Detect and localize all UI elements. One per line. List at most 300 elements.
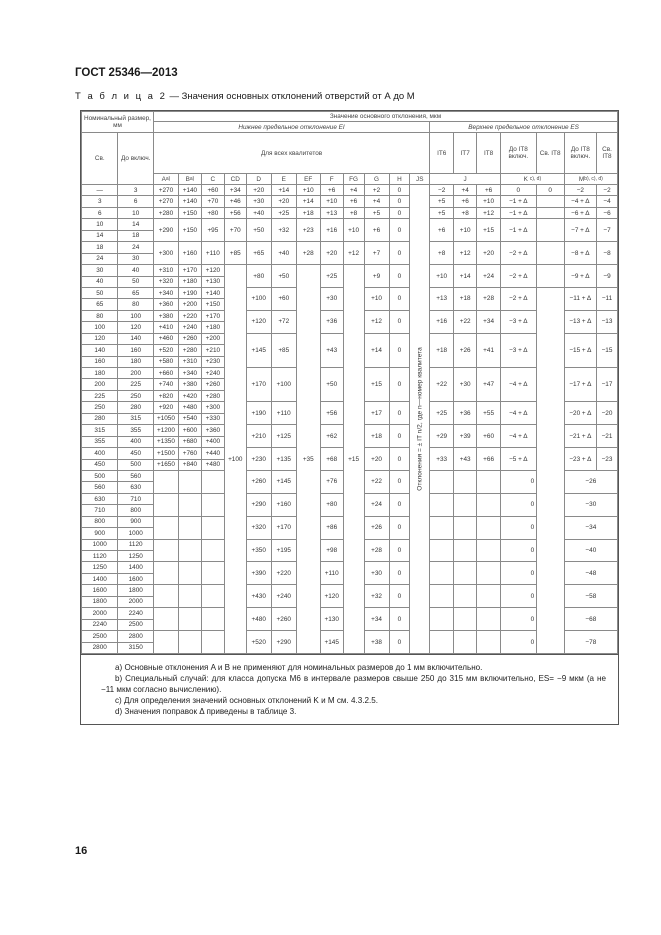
cell-g: +32 [364,585,389,608]
cell-j-it8: +10 [477,196,501,207]
cell-size-over: 400 [82,448,118,459]
cell-b [178,539,201,562]
cell-m-over-it8: −11 [597,287,618,310]
cell-e: +195 [271,539,296,562]
table-notes [81,654,618,724]
cell-g: +20 [364,448,389,471]
cell-b [178,470,201,493]
cell-m-to-it8: −2 [564,185,596,196]
cell-size-over: 1250 [82,562,118,573]
header-letter-m-sup: b), c), d) [584,175,603,182]
cell-b: +260 [178,333,201,344]
cell-fg: +10 [343,219,364,242]
cell-g: +22 [364,470,389,493]
cell-e: +110 [271,402,296,425]
cell-b [178,493,201,516]
header-it7: IT7 [454,133,477,174]
cell-a: +340 [153,287,178,298]
cell-h: 0 [389,185,410,196]
cell-d: +80 [246,265,271,288]
cell-j-it8: +41 [477,333,501,367]
cell-size-to: 280 [118,402,153,413]
cell-a: +270 [153,185,178,196]
cell-m-over-it8: −13 [597,310,618,333]
cell-a: +460 [153,333,178,344]
cell-j-it8 [477,585,501,608]
cell-j-it7: +14 [454,265,477,288]
cell-m-to-it8: −11 + Δ [564,287,596,310]
cell-f: +130 [320,608,343,631]
cell-d: +20 [246,185,271,196]
cell-c [201,608,224,631]
cell-cd: +56 [224,207,246,218]
cell-size-to: 1250 [118,551,153,562]
cell-m-to-it8: −34 [564,516,617,539]
cell-a [153,585,178,608]
cell-a: +1500 [153,448,178,459]
cell-size-over: 315 [82,425,118,436]
cell-k-over-it8 [536,196,564,207]
cell-b: +160 [178,242,201,265]
cell-size-over: 100 [82,322,118,333]
cell-j-it8: +34 [477,310,501,333]
cell-a: +360 [153,299,178,310]
cell-c: +360 [201,425,224,436]
cell-m-to-it8: −30 [564,493,617,516]
cell-j-it6 [430,608,454,631]
header-letter-e: E [271,174,296,185]
cell-c [201,493,224,516]
cell-e: +145 [271,470,296,493]
cell-c: +480 [201,459,224,470]
js-deviation-text: Отклонения = ± IT n/2, где n—номер квалитета [416,347,424,491]
cell-f: +36 [320,310,343,333]
cell-j-it6 [430,493,454,516]
header-to-incl: До включ. [118,133,153,185]
cell-b: +310 [178,356,201,367]
cell-j-it6: +8 [430,242,454,265]
cell-j-it7: +26 [454,333,477,367]
cell-f: +68 [320,448,343,471]
cell-m-to-it8: −7 + Δ [564,219,596,242]
cell-f: +56 [320,402,343,425]
cell-a: +270 [153,196,178,207]
cell-m-to-it8: −4 + Δ [564,196,596,207]
cell-b: +420 [178,390,201,401]
cell-size-over: 710 [82,505,118,516]
header-letter-f: F [320,174,343,185]
cell-m-over-it8: −20 [597,402,618,425]
cell-d: +40 [246,207,271,218]
cell-ef: +23 [296,219,320,242]
cell-k-to-it8: −2 + Δ [501,265,536,288]
cell-k-to-it8: 0 [501,562,565,585]
cell-size-over: — [82,185,118,196]
cell-size-to: 2000 [118,596,153,607]
cell-cd: +85 [224,242,246,265]
cell-d: +260 [246,470,271,493]
header-k-over-it8: Св. IT8 [536,133,564,174]
cell-g: +12 [364,310,389,333]
cell-m-to-it8: −58 [564,585,617,608]
cell-d: +520 [246,631,271,654]
cell-size-to: 18 [118,230,153,241]
cell-k-to-it8: −2 + Δ [501,287,536,310]
cell-c: +60 [201,185,224,196]
table-caption-label: Т а б л и ц а 2 [75,91,167,102]
cell-c [201,631,224,654]
cell-b: +140 [178,196,201,207]
cell-k-to-it8: 0 [501,608,565,631]
cell-j-it8: +47 [477,368,501,402]
cell-j-it6 [430,470,454,493]
cell-c [201,539,224,562]
cell-b: +760 [178,448,201,459]
cell-j-it6 [430,516,454,539]
cell-size-over: 10 [82,219,118,230]
cell-size-to: 1600 [118,573,153,584]
cell-b: +680 [178,436,201,447]
cell-h: 0 [389,539,410,562]
cell-a: +740 [153,379,178,390]
cell-size-over: 1600 [82,585,118,596]
cell-ef: +10 [296,185,320,196]
cell-e: +260 [271,608,296,631]
cell-f: +76 [320,470,343,493]
header-it8: IT8 [477,133,501,174]
cell-m-over-it8: −7 [597,219,618,242]
cell-c: +95 [201,219,224,242]
cell-b: +200 [178,299,201,310]
cell-size-over: 40 [82,276,118,287]
cell-j-it6: +29 [430,425,454,448]
cell-f: +20 [320,242,343,265]
cell-size-over: 450 [82,459,118,470]
header-all-grades: Для всех квалитетов [153,133,429,174]
cell-m-over-it8: −6 [597,207,618,218]
cell-b: +180 [178,276,201,287]
header-main-group: Значение основного отклонения, мкм [153,112,617,122]
cell-g: +5 [364,207,389,218]
cell-size-to: 2800 [118,631,153,642]
cell-b: +540 [178,413,201,424]
cell-b: +840 [178,459,201,470]
cell-e: +85 [271,333,296,367]
cell-j-it7: +4 [454,185,477,196]
cell-m-to-it8: −17 + Δ [564,368,596,402]
cell-d: +430 [246,585,271,608]
cell-e: +14 [271,185,296,196]
cell-g: +15 [364,368,389,402]
cell-m-to-it8: −6 + Δ [564,207,596,218]
cell-c [201,585,224,608]
cell-b: +150 [178,207,201,218]
cell-k-to-it8: 0 [501,631,565,654]
cell-a [153,539,178,562]
cell-h: 0 [389,585,410,608]
cell-g: +9 [364,265,389,288]
cell-h: 0 [389,516,410,539]
table-row [82,242,618,253]
cell-j-it7: +22 [454,310,477,333]
table-row [82,196,618,207]
cell-m-over-it8: −2 [597,185,618,196]
cell-size-to: 3 [118,185,153,196]
cell-h: 0 [389,310,410,333]
cell-c: +120 [201,265,224,276]
cell-j-it6: +18 [430,333,454,367]
header-it6: IT6 [430,133,454,174]
cell-a [153,631,178,654]
cell-f: +120 [320,585,343,608]
cell-j-it7 [454,470,477,493]
header-over: Св. [82,133,118,185]
cell-f: +50 [320,368,343,402]
cell-j-it7 [454,608,477,631]
cell-size-over: 2240 [82,619,118,630]
cell-g: +26 [364,516,389,539]
cell-e: +20 [271,196,296,207]
cell-h: 0 [389,333,410,367]
cell-e: +25 [271,207,296,218]
cell-size-to: 40 [118,265,153,276]
cell-size-to: 250 [118,390,153,401]
cell-c: +240 [201,368,224,379]
cell-d: +65 [246,242,271,265]
cell-h: 0 [389,287,410,310]
cell-a: +380 [153,310,178,321]
cell-e: +135 [271,448,296,471]
cell-j-it8: +15 [477,219,501,242]
table-row [82,207,618,218]
cell-g: +18 [364,425,389,448]
cell-f: +43 [320,333,343,367]
cell-d: +230 [246,448,271,471]
cell-m-over-it8: −4 [597,196,618,207]
cell-size-over: 225 [82,390,118,401]
cell-k-over-it8 [536,207,564,218]
cell-j-it8 [477,493,501,516]
cell-h: 0 [389,207,410,218]
cell-j-it8: +66 [477,448,501,471]
cell-e: +100 [271,368,296,402]
note-a: a) Основные отклонения A и B не применяют для номинальных размеров до 1 мм включительно. [115,662,483,672]
cell-size-to: 1120 [118,539,153,550]
cell-k-to-it8: −1 + Δ [501,196,536,207]
js-deviation-note [410,185,430,654]
header-letter-a [153,174,178,185]
cell-size-to: 560 [118,470,153,481]
cell-j-it7: +39 [454,425,477,448]
header-letter-k-sup: c), d) [529,175,542,182]
cell-b: +220 [178,310,201,321]
cell-c: +70 [201,196,224,207]
header-m-to-it8: До IT8 включ. [564,133,596,174]
cell-size-over: 65 [82,299,118,310]
cell-size-over: 630 [82,493,118,504]
cell-j-it8 [477,631,501,654]
cell-h: 0 [389,493,410,516]
cell-j-it7 [454,516,477,539]
cell-size-to: 315 [118,413,153,424]
cell-m-to-it8: −68 [564,608,617,631]
cell-e: +32 [271,219,296,242]
cell-size-over: 14 [82,230,118,241]
table-header [82,112,618,185]
header-letter-g: G [364,174,389,185]
cell-m-over-it8: −23 [597,448,618,471]
cell-fg: +15 [343,265,364,654]
cell-j-it6: +5 [430,196,454,207]
cell-m-over-it8: −9 [597,265,618,288]
cell-size-over: 6 [82,207,118,218]
cell-a [153,493,178,516]
cell-m-to-it8: −21 + Δ [564,425,596,448]
cell-c: +170 [201,310,224,321]
cell-size-over: 800 [82,516,118,527]
note-c: c) Для определения значений основных отклонений K и M см. 4.3.2.5. [115,695,378,705]
header-letter-m-text: M [578,175,585,183]
header-k-to-it8: До IT8 включ. [501,133,536,174]
cell-e: +160 [271,493,296,516]
cell-size-to: 140 [118,333,153,344]
cell-j-it6: +22 [430,368,454,402]
header-letter-fg: FG [343,174,364,185]
cell-k-to-it8: −3 + Δ [501,310,536,333]
cell-j-it7: +8 [454,207,477,218]
cell-f: +10 [320,196,343,207]
cell-size-to: 3150 [118,642,153,653]
cell-size-to: 65 [118,287,153,298]
cell-m-to-it8: −13 + Δ [564,310,596,333]
cell-m-over-it8: −15 [597,333,618,367]
cell-f: +80 [320,493,343,516]
cell-j-it7: +18 [454,287,477,310]
cell-j-it6 [430,631,454,654]
cell-j-it6: +25 [430,402,454,425]
note-d: d) Значения поправок Δ приведены в таблице 3. [115,706,297,716]
cell-h: 0 [389,470,410,493]
cell-g: +14 [364,333,389,367]
cell-c: +260 [201,379,224,390]
cell-k-to-it8: 0 [501,185,536,196]
cell-h: 0 [389,265,410,288]
cell-size-to: 50 [118,276,153,287]
cell-a: +1650 [153,459,178,470]
deviation-table [81,111,618,654]
cell-a: +1050 [153,413,178,424]
cell-size-to: 120 [118,322,153,333]
header-letter-a-sup: a) [165,175,171,182]
cell-cd: +100 [224,265,246,654]
cell-f: +98 [320,539,343,562]
header-nominal-size: Номинальный размер, мм [82,112,154,133]
cell-k-to-it8: −4 + Δ [501,368,536,402]
cell-j-it7: +30 [454,368,477,402]
cell-size-over: 355 [82,436,118,447]
cell-j-it7 [454,562,477,585]
cell-size-over: 500 [82,470,118,481]
table-body [82,185,618,654]
cell-b [178,631,201,654]
cell-g: +6 [364,219,389,242]
cell-a: +300 [153,242,178,265]
cell-j-it8: +55 [477,402,501,425]
cell-k-over-it8 [536,242,564,265]
cell-fg: +12 [343,242,364,265]
cell-b: +240 [178,322,201,333]
cell-e: +72 [271,310,296,333]
cell-j-it7 [454,631,477,654]
cell-c: +110 [201,242,224,265]
cell-size-to: 1000 [118,528,153,539]
cell-j-it6 [430,539,454,562]
cell-h: 0 [389,562,410,585]
cell-c: +230 [201,356,224,367]
cell-g: +4 [364,196,389,207]
cell-c: +150 [201,299,224,310]
cell-j-it7: +6 [454,196,477,207]
cell-ef: +35 [296,265,320,654]
cell-size-to: 6 [118,196,153,207]
cell-size-to: 160 [118,345,153,356]
cell-j-it6 [430,562,454,585]
cell-j-it8: +24 [477,265,501,288]
cell-j-it8 [477,539,501,562]
cell-j-it6: +5 [430,207,454,218]
cell-size-to: 24 [118,242,153,253]
cell-h: 0 [389,368,410,402]
cell-c: +400 [201,436,224,447]
cell-f: +30 [320,287,343,310]
cell-a: +320 [153,276,178,287]
cell-d: +390 [246,562,271,585]
cell-b: +150 [178,219,201,242]
cell-j-it7: +12 [454,242,477,265]
note-b: b) Специальный случай: для класса допуска M6 в интервале размеров свыше 250 до 315 мм включительно, ES= −9 мкм (а не −11 мкм согласно вычислению). [101,673,606,694]
cell-j-it6: +16 [430,310,454,333]
cell-size-over: 1120 [82,551,118,562]
cell-size-to: 200 [118,368,153,379]
cell-a: +1350 [153,436,178,447]
cell-size-to: 100 [118,310,153,321]
cell-d: +170 [246,368,271,402]
cell-c [201,516,224,539]
cell-size-over: 180 [82,368,118,379]
header-letter-js: JS [410,174,430,185]
cell-g: +38 [364,631,389,654]
cell-m-to-it8: −15 + Δ [564,333,596,367]
cell-a: +1200 [153,425,178,436]
cell-a: +820 [153,390,178,401]
cell-d: +350 [246,539,271,562]
cell-k-over-it8 [536,265,564,288]
cell-size-over: 2500 [82,631,118,642]
cell-j-it8: +28 [477,287,501,310]
cell-j-it6: −2 [430,185,454,196]
cell-h: 0 [389,631,410,654]
cell-e: +60 [271,287,296,310]
cell-j-it7 [454,493,477,516]
cell-a: +660 [153,368,178,379]
header-letter-cd: CD [224,174,246,185]
cell-m-to-it8: −40 [564,539,617,562]
cell-k-to-it8: −4 + Δ [501,425,536,448]
cell-c: +140 [201,287,224,298]
cell-d: +50 [246,219,271,242]
table-caption [75,91,415,102]
cell-k-to-it8: 0 [501,470,565,493]
